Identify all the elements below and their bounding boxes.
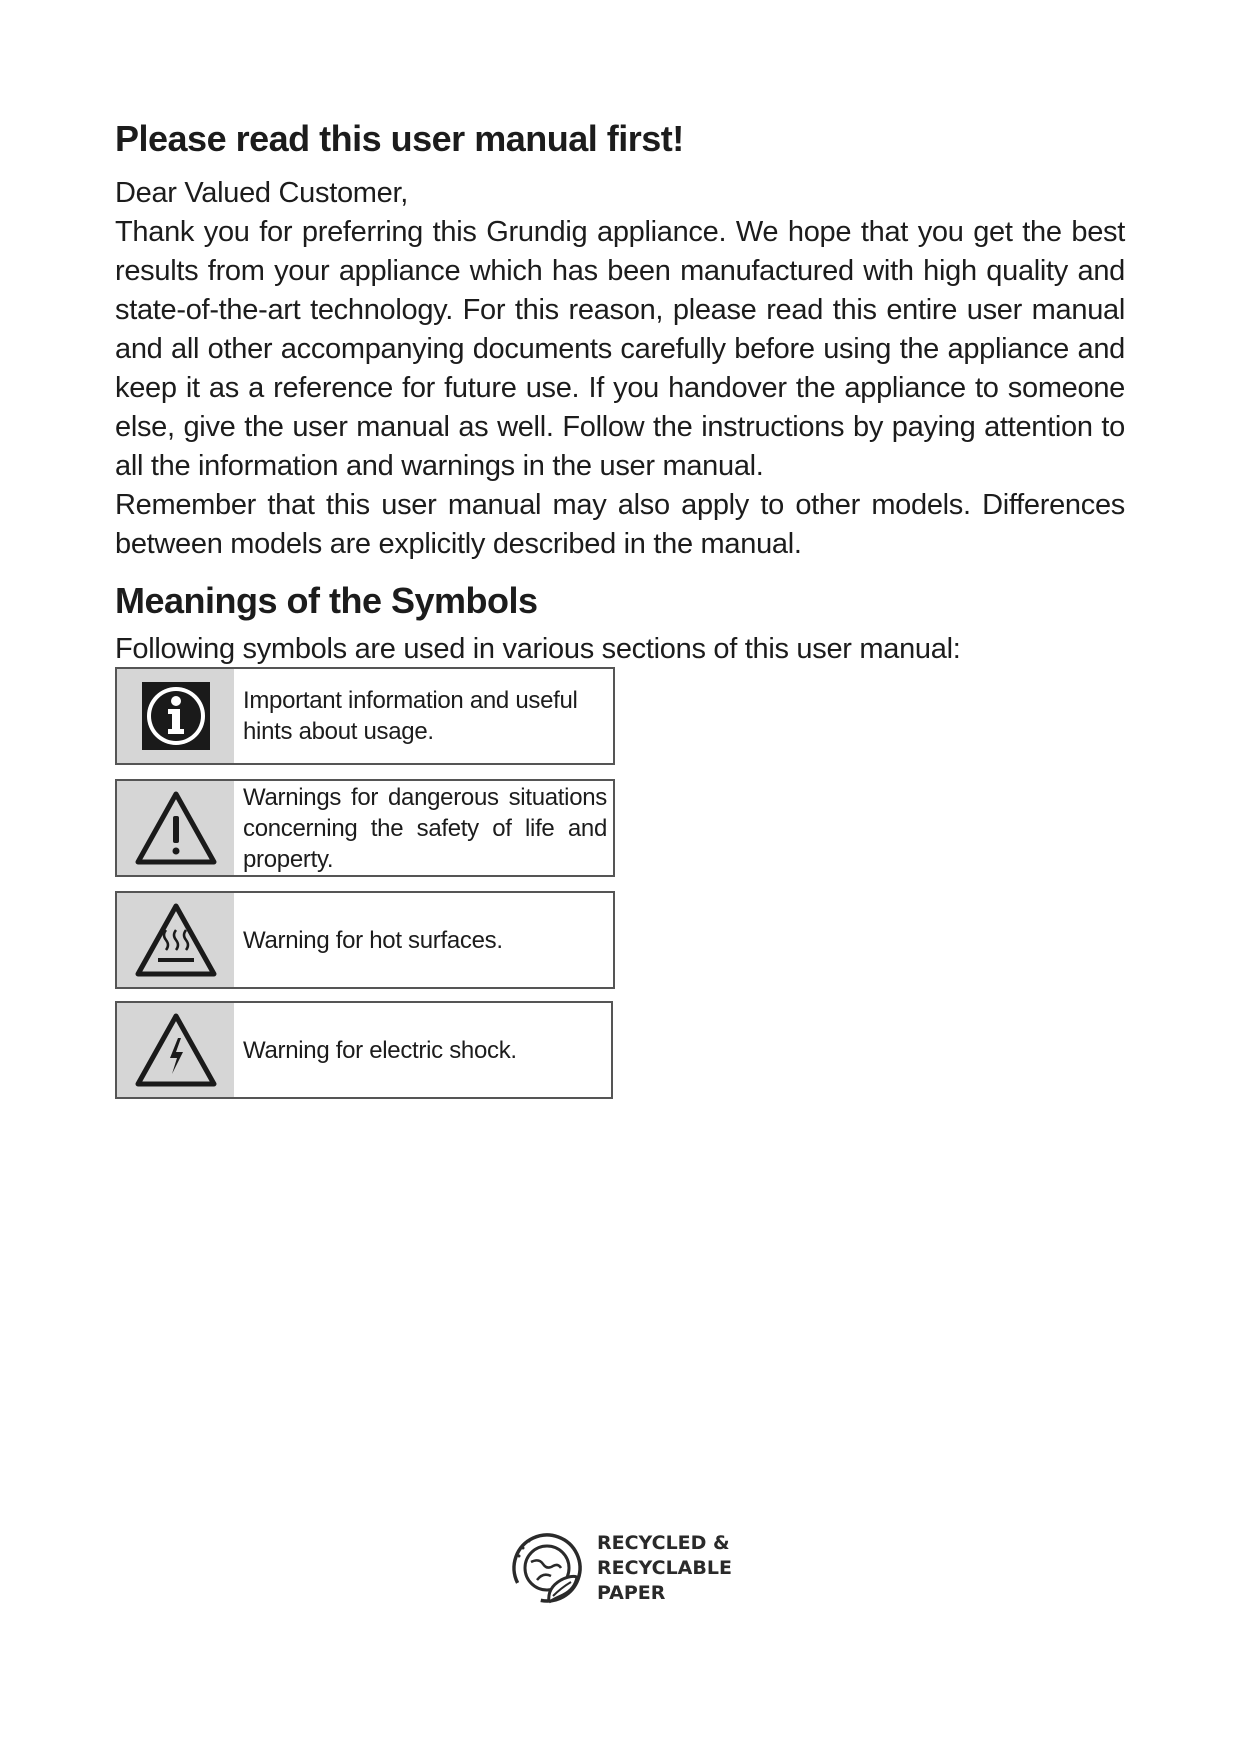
symbol-electric-shock <box>115 1001 613 1099</box>
symbol-warning <box>115 779 615 877</box>
symbol-info-text: Important information and useful hints about usage. <box>243 687 578 745</box>
electric-shock-icon <box>117 1003 234 1097</box>
intro-paragraph: Thank you for preferring this Grundig appliance. We hope that you get the best results from your appliance which has been manufactured with high quality and state-of-the-art technology. For this reason, please read this entire user manual and all other accompanying documents carefully before using the appliance and keep it as a reference for future use. If you handover the appliance to someone else, give the user manual as well. Follow the instructions by paying attention to all the information and warnings in the user manual. <box>115 216 1125 482</box>
page-title: Please read this user manual first! <box>115 118 684 159</box>
info-icon <box>117 669 234 763</box>
symbols-heading: Meanings of the Symbols <box>115 580 538 621</box>
models-note: Remember that this user manual may also apply to other models. Differences between models are explicitly described in the manual. <box>115 489 1125 560</box>
symbol-info <box>115 667 615 765</box>
salutation: Dear Valued Customer, <box>115 177 408 209</box>
logo-line-2: RECYCLABLE <box>597 1556 732 1579</box>
warning-icon <box>117 781 234 875</box>
logo-line-3: PAPER <box>597 1581 666 1604</box>
logo-line-1: RECYCLED & <box>597 1531 730 1554</box>
symbol-warning-text: Warnings for dangerous situations concerning the safety of life and property. <box>243 783 607 873</box>
symbol-electric-shock-text: Warning for electric shock. <box>243 1036 517 1064</box>
recycled-paper-logo <box>509 1530 732 1606</box>
recycle-globe-icon <box>509 1530 585 1606</box>
symbols-lead: Following symbols are used in various sections of this user manual: <box>115 633 961 665</box>
hot-surface-icon <box>117 893 234 987</box>
symbol-hot-surface-text: Warning for hot surfaces. <box>243 926 503 954</box>
symbol-hot-surface <box>115 891 615 989</box>
